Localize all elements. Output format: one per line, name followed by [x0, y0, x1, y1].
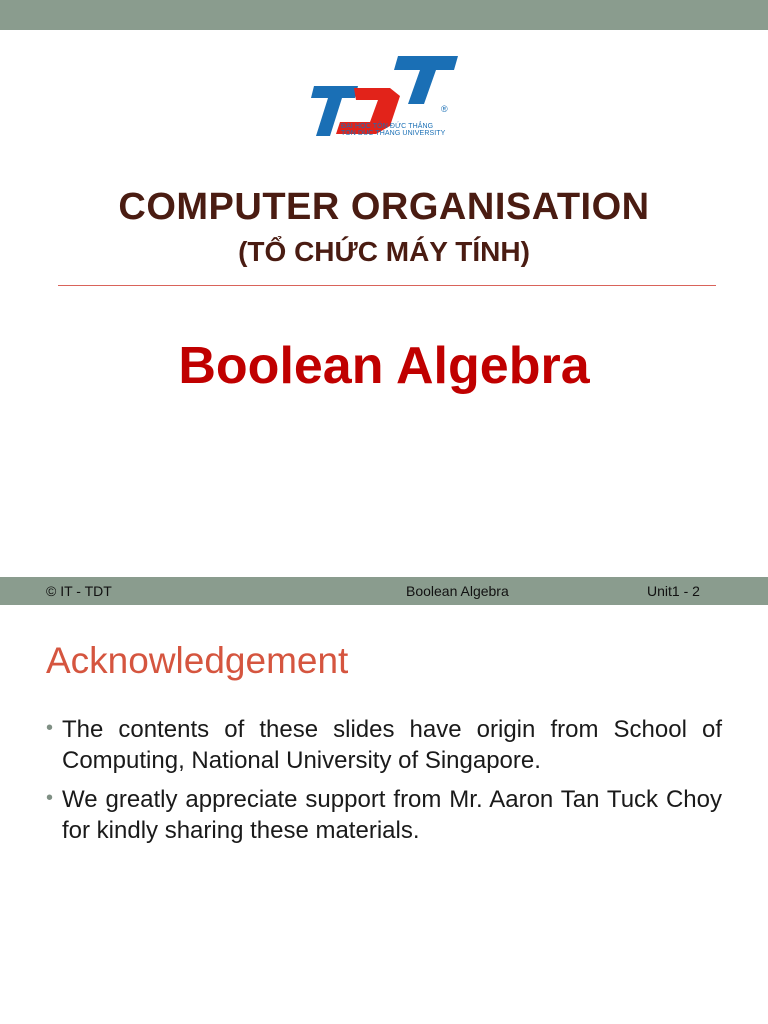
logo-university-name-vn: ĐẠI HỌC TÔN ĐỨC THẮNG — [341, 123, 434, 130]
course-subtitle: (TỔ CHỨC MÁY TÍNH) — [238, 236, 530, 267]
footer-page-number: Unit1 - 2 — [647, 583, 700, 599]
title-divider — [58, 285, 716, 286]
list-item — [46, 714, 722, 776]
list-item-text: We greatly appreciate support from Mr. Aaron Tan Tuck Choy for kindly sharing these materials. — [62, 786, 722, 844]
course-title: COMPUTER ORGANISATION — [118, 186, 650, 228]
footer-topic: Boolean Algebra — [406, 583, 509, 599]
list-item — [46, 784, 722, 846]
acknowledgement-list — [46, 714, 722, 854]
list-item-text: The contents of these slides have origin from School of Computing, National University of Singapore. — [62, 716, 722, 774]
slide-main-title: Boolean Algebra — [178, 337, 590, 395]
footer-copyright: © IT - TDT — [46, 583, 112, 599]
slide-footer-bar — [0, 577, 768, 605]
bullet-icon: • — [46, 787, 54, 809]
top-bar — [0, 0, 768, 30]
bullet-icon: • — [46, 717, 54, 739]
acknowledgement-heading: Acknowledgement — [46, 640, 349, 681]
logo-university-name-en: TON DUC THANG UNIVERSITY — [341, 130, 446, 137]
registered-mark: ® — [441, 104, 448, 114]
